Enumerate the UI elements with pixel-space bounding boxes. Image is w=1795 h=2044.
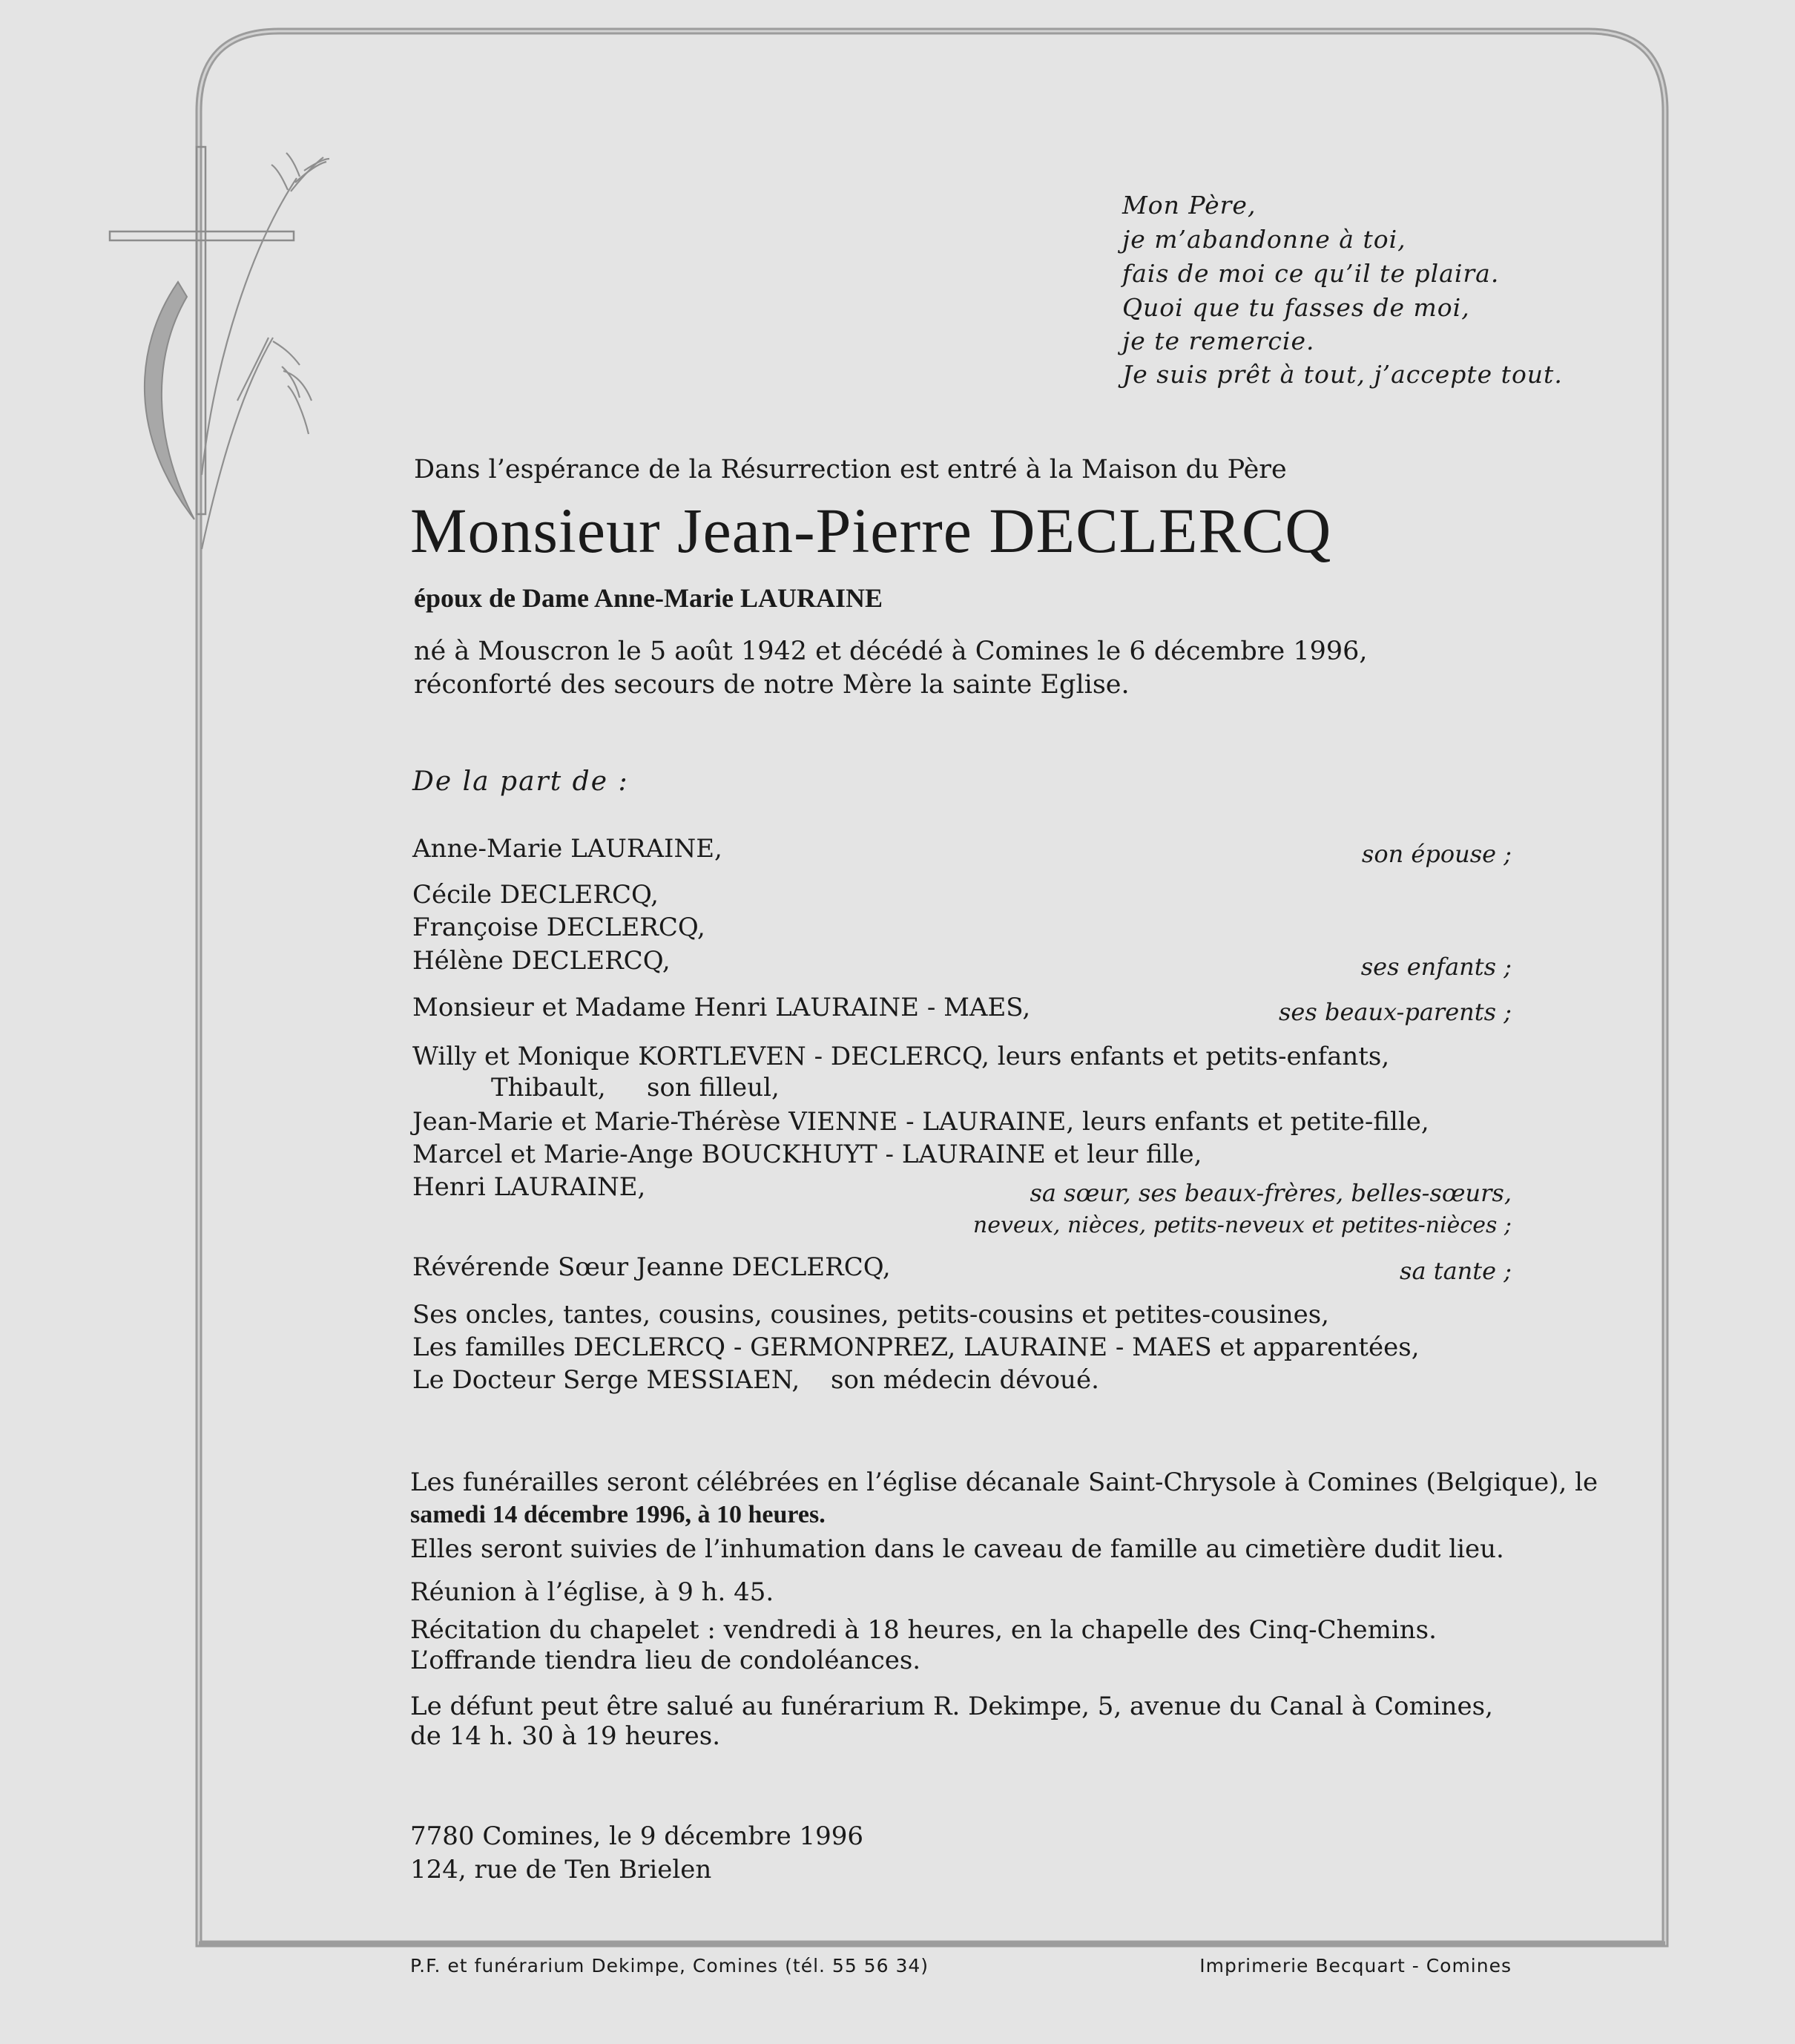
- family-name: Anne-Marie LAURAINE,: [412, 834, 722, 864]
- family-name: Hélène DECLERCQ,: [412, 946, 671, 976]
- deceased-name: Monsieur Jean-Pierre DECLERCQ: [410, 495, 1332, 566]
- funeral-line: Elles seront suivies de l’inhumation dans le caveau de famille au cimetière dudit lieu.: [410, 1534, 1504, 1564]
- family-name: Les familles DECLERCQ - GERMONPREZ, LAURAINE - MAES et apparentées,: [412, 1332, 1420, 1362]
- prayer-line: je te remercie.: [1122, 326, 1315, 355]
- footer-funeral-home: P.F. et funérarium Dekimpe, Comines (tél. 55 56 34): [410, 1955, 929, 1976]
- family-role: sa sœur, ses beaux-frères, belles-sœurs,: [1030, 1179, 1512, 1207]
- family-role: son épouse ;: [1361, 840, 1512, 868]
- family-name: Jean-Marie et Marie-Thérèse VIENNE - LAURAINE, leurs enfants et petite-fille,: [412, 1107, 1429, 1137]
- wheat-icon: [202, 153, 329, 549]
- prayer-line: Quoi que tu fasses de moi,: [1122, 293, 1470, 322]
- family-name: Révérende Sœur Jeanne DECLERCQ,: [412, 1252, 891, 1282]
- prayer-line: fais de moi ce qu’il te plaira.: [1122, 259, 1500, 288]
- family-name: Henri LAURAINE,: [412, 1172, 646, 1202]
- place-date: 7780 Comines, le 9 décembre 1996: [410, 1821, 864, 1851]
- family-role: son filleul,: [647, 1073, 780, 1102]
- family-name: Thibault,: [491, 1073, 606, 1102]
- family-name: Ses oncles, tantes, cousins, cousines, petits-cousins et petites-cousines,: [412, 1300, 1329, 1330]
- family-name: Cécile DECLERCQ,: [412, 880, 659, 910]
- funeral-line: Réunion à l’église, à 9 h. 45.: [410, 1577, 774, 1607]
- address: 124, rue de Ten Brielen: [410, 1855, 712, 1884]
- family-name: Monsieur et Madame Henri LAURAINE - MAES,: [412, 993, 1031, 1022]
- family-role: ses enfants ;: [1360, 953, 1512, 981]
- funeral-line: de 14 h. 30 à 19 heures.: [410, 1721, 721, 1751]
- prayer-line: Je suis prêt à tout, j’accepte tout.: [1122, 360, 1563, 389]
- prayer-line: Mon Père,: [1122, 191, 1256, 220]
- funeral-line: Récitation du chapelet : vendredi à 18 heures, en la chapelle des Cinq-Chemins.: [410, 1615, 1437, 1645]
- family-role: ses beaux-parents ;: [1279, 998, 1512, 1026]
- from-label: De la part de :: [412, 766, 629, 797]
- footer-printer: Imprimerie Becquart - Comines: [1199, 1955, 1512, 1976]
- family-name: Marcel et Marie-Ange BOUCKHUYT - LAURAINE et leur fille,: [412, 1140, 1202, 1169]
- family-role: son médecin dévoué.: [831, 1365, 1099, 1395]
- funeral-line: Le défunt peut être salué au funérarium R. Dekimpe, 5, avenue du Canal à Comines,: [410, 1692, 1493, 1721]
- funeral-line: Les funérailles seront célébrées en l’église décanale Saint-Chrysole à Comines (Belgique), le: [410, 1468, 1598, 1497]
- family-role: neveux, nièces, petits-neveux et petites-nièces ;: [972, 1212, 1512, 1238]
- funeral-date: samedi 14 décembre 1996, à 10 heures.: [410, 1501, 826, 1528]
- intro-line: Dans l’espérance de la Résurrection est entré à la Maison du Père: [414, 455, 1287, 484]
- family-name: Françoise DECLERCQ,: [412, 913, 705, 942]
- spouse-line: époux de Dame Anne-Marie LAURAINE: [414, 583, 883, 613]
- ribbon-swoosh: [145, 282, 194, 519]
- family-name: Willy et Monique KORTLEVEN - DECLERCQ, leurs enfants et petits-enfants,: [412, 1042, 1390, 1071]
- prayer-line: je m’abandonne à toi,: [1122, 225, 1406, 254]
- family-role: sa tante ;: [1400, 1257, 1512, 1285]
- family-name: Le Docteur Serge MESSIAEN,: [412, 1365, 800, 1395]
- birth-line: né à Mouscron le 5 août 1942 et décédé à Comines le 6 décembre 1996,: [414, 637, 1368, 666]
- comfort-line: réconforté des secours de notre Mère la sainte Eglise.: [414, 670, 1130, 700]
- funeral-line: L’offrande tiendra lieu de condoléances.: [410, 1646, 921, 1675]
